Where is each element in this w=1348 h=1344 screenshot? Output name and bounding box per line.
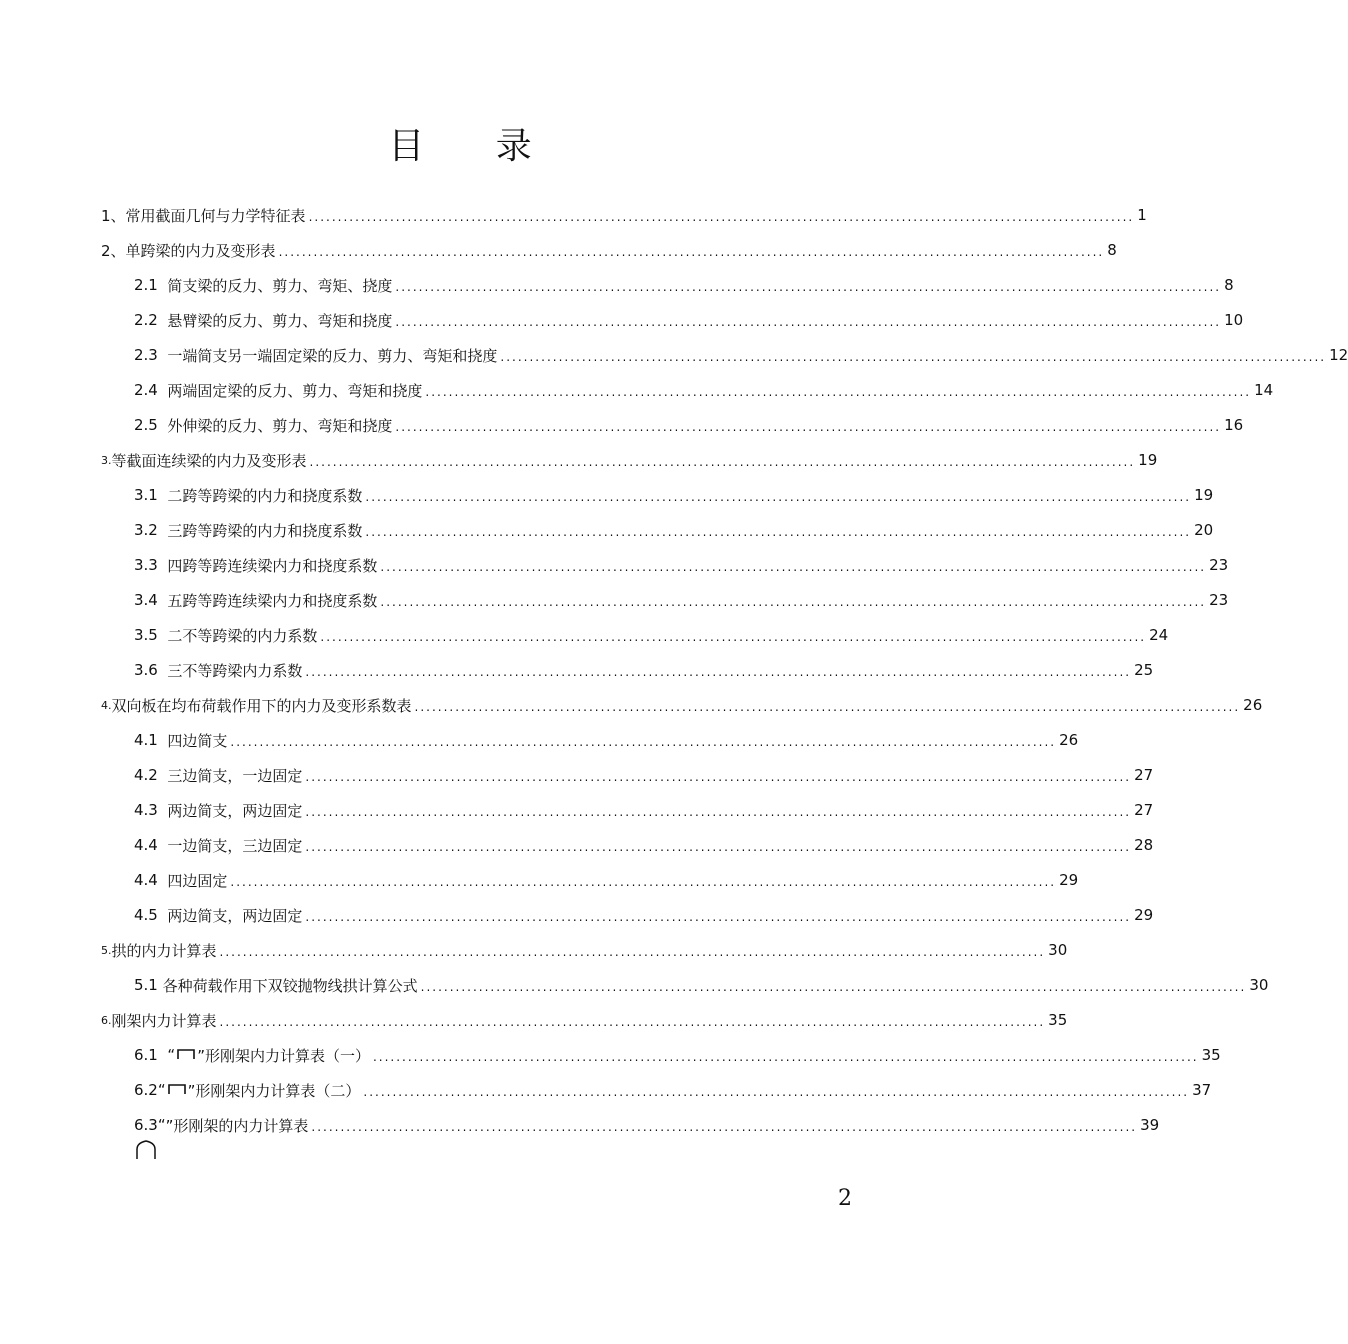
leader-dots: .............................................................................................................................................. xyxy=(365,525,1192,539)
toc-entry-page: 19 xyxy=(1194,486,1214,504)
toc-entry[interactable] xyxy=(134,728,1079,752)
toc-entry[interactable] xyxy=(134,553,1229,577)
toc-entry-title: 两边简支，两边固定 xyxy=(167,801,303,820)
toc-entry[interactable] xyxy=(134,273,1234,297)
toc-entry-title: ”形刚架内力计算表（一） xyxy=(197,1046,370,1065)
toc-entry-title: 单跨梁的内力及变形表 xyxy=(125,241,276,260)
toc-entry-page: 35 xyxy=(1048,1011,1068,1029)
toc-entry-page: 39 xyxy=(1140,1116,1160,1134)
toc-entry[interactable] xyxy=(134,1043,1221,1067)
toc-entry[interactable] xyxy=(134,1113,1160,1137)
toc-entry-number: 4.2 xyxy=(134,766,158,784)
toc-entry-page: 30 xyxy=(1048,941,1068,959)
toc-entry-number: 4.5 xyxy=(134,906,158,924)
toc-entry-page: 29 xyxy=(1059,871,1079,889)
toc-entry-page: 1 xyxy=(1137,206,1147,224)
toc-entry[interactable] xyxy=(134,483,1214,507)
toc-entry-page: 27 xyxy=(1134,801,1154,819)
toc-entry-page: 26 xyxy=(1243,696,1263,714)
toc-entry[interactable] xyxy=(134,973,1269,997)
leader-dots: .............................................................................................................................................. xyxy=(500,350,1327,364)
leader-dots: .............................................................................................................................................. xyxy=(230,735,1057,749)
leader-dots: .............................................................................................................................................. xyxy=(230,875,1057,889)
leader-dots: .............................................................................................................................................. xyxy=(309,455,1136,469)
toc-entry-title: 四跨等跨连续梁内力和挠度系数 xyxy=(167,556,378,575)
leader-dots: .............................................................................................................................................. xyxy=(320,630,1147,644)
toc-entry-title: 三边简支，一边固定 xyxy=(167,766,303,785)
toc-entry-title: 三不等跨梁内力系数 xyxy=(167,661,303,680)
toc-entry[interactable] xyxy=(134,343,1348,367)
toc-entry-title: 一端简支另一端固定梁的反力、剪力、弯矩和挠度 xyxy=(167,346,498,365)
toc-entry-title: 四边固定 xyxy=(167,871,228,890)
toc-entry-page: 27 xyxy=(1134,766,1154,784)
toc-entry[interactable] xyxy=(134,833,1154,857)
toc-entry[interactable] xyxy=(101,238,1117,262)
toc-entry-quote-open: “ xyxy=(167,1046,176,1064)
toc-entry-number: 4.4 xyxy=(134,836,158,854)
toc-entry-page: 25 xyxy=(1134,661,1154,679)
toc-entry-number: 6.2 xyxy=(134,1081,158,1099)
toc-entry-number: 4.4 xyxy=(134,871,158,889)
toc-entry-title: 两端固定梁的反力、剪力、弯矩和挠度 xyxy=(167,381,423,400)
toc-entry-title: 等截面连续梁的内力及变形表 xyxy=(111,451,307,470)
toc-entry-title: 三跨等跨梁的内力和挠度系数 xyxy=(167,521,363,540)
toc-entry-title: 拱的内力计算表 xyxy=(111,941,217,960)
toc-entry[interactable] xyxy=(134,658,1154,682)
toc-entry-title: 外伸梁的反力、剪力、弯矩和挠度 xyxy=(167,416,393,435)
toc-entry-page: 29 xyxy=(1134,906,1154,924)
toc-entry[interactable] xyxy=(101,203,1147,227)
toc-entry-title: ”形刚架的内力计算表 xyxy=(165,1116,309,1135)
toc-entry-page: 24 xyxy=(1149,626,1169,644)
leader-dots: .............................................................................................................................................. xyxy=(305,665,1132,679)
page-number: 2 xyxy=(838,1186,852,1211)
toc-entry-number: 6.1 xyxy=(134,1046,158,1064)
toc-entry[interactable] xyxy=(134,798,1154,822)
leader-dots: .............................................................................................................................................. xyxy=(305,770,1132,784)
toc-entry-number: 3.4 xyxy=(134,591,158,609)
toc-entry-number: 4.1 xyxy=(134,731,158,749)
toc-entry-number: 2.3 xyxy=(134,346,158,364)
toc-entry-number: 3.3 xyxy=(134,556,158,574)
toc-entry-number: 3.5 xyxy=(134,626,158,644)
toc-entry-page: 20 xyxy=(1194,521,1214,539)
toc-entry[interactable] xyxy=(134,1078,1212,1102)
leader-dots: .............................................................................................................................................. xyxy=(395,420,1222,434)
toc-entry-title: 二不等跨梁的内力系数 xyxy=(167,626,318,645)
leader-dots: .............................................................................................................................................. xyxy=(219,1015,1046,1029)
toc-entry-number: 6.3 xyxy=(134,1116,158,1134)
toc-entry-title: 双向板在均布荷载作用下的内力及变形系数表 xyxy=(111,696,412,715)
toc-entry-title: 简支梁的反力、剪力、弯矩、挠度 xyxy=(167,276,393,295)
portal-frame-icon xyxy=(175,1046,197,1064)
toc-entry-title: 各种荷载作用下双铰抛物线拱计算公式 xyxy=(162,976,418,995)
toc-entry-number: 5.1 xyxy=(134,976,158,994)
toc-entry-title: 刚架内力计算表 xyxy=(111,1011,217,1030)
toc-entry-quote-open: “ xyxy=(157,1081,166,1099)
leader-dots: .............................................................................................................................................. xyxy=(420,980,1247,994)
toc-entry[interactable] xyxy=(101,1008,1068,1032)
toc-entry[interactable] xyxy=(134,518,1214,542)
toc-entry-page: 14 xyxy=(1254,381,1274,399)
toc-entry-title: 悬臂梁的反力、剪力、弯矩和挠度 xyxy=(167,311,393,330)
toc-entry-page: 23 xyxy=(1209,556,1229,574)
toc-entry-number: 6. xyxy=(101,1013,112,1027)
gable-frame-icon xyxy=(135,1140,157,1164)
leader-dots: .............................................................................................................................................. xyxy=(395,315,1222,329)
leader-dots: .............................................................................................................................................. xyxy=(395,280,1222,294)
toc-entry-page: 28 xyxy=(1134,836,1154,854)
toc-entry-number: 4. xyxy=(101,698,112,712)
toc-entry-page: 35 xyxy=(1201,1046,1221,1064)
leader-dots: .............................................................................................................................................. xyxy=(380,560,1207,574)
toc-entry-title: 五跨等跨连续梁内力和挠度系数 xyxy=(167,591,378,610)
leader-dots: .............................................................................................................................................. xyxy=(219,945,1046,959)
toc-entry-number: 1、 xyxy=(101,206,126,225)
toc-entry[interactable] xyxy=(134,763,1154,787)
toc-entry-number: 3.6 xyxy=(134,661,158,679)
leader-dots: .............................................................................................................................................. xyxy=(308,210,1135,224)
toc-entry-page: 26 xyxy=(1059,731,1079,749)
toc-entry[interactable] xyxy=(134,903,1154,927)
toc-entry-page: 12 xyxy=(1329,346,1348,364)
toc-entry-page: 8 xyxy=(1107,241,1117,259)
toc-entry[interactable] xyxy=(134,378,1274,402)
leader-dots: .............................................................................................................................................. xyxy=(425,385,1252,399)
toc-entry-page: 23 xyxy=(1209,591,1229,609)
toc-entry-page: 37 xyxy=(1192,1081,1212,1099)
leader-dots: .............................................................................................................................................. xyxy=(278,245,1105,259)
toc-entry-page: 19 xyxy=(1138,451,1158,469)
toc-entry[interactable] xyxy=(134,588,1229,612)
toc-entry-number: 3.2 xyxy=(134,521,158,539)
leader-dots: .............................................................................................................................................. xyxy=(305,840,1132,854)
portal-frame-icon xyxy=(166,1081,188,1099)
toc-entry-title: 一边简支，三边固定 xyxy=(167,836,303,855)
toc-entry-page: 8 xyxy=(1224,276,1234,294)
toc-entry-number: 5. xyxy=(101,943,112,957)
toc-entry-number: 2.2 xyxy=(134,311,158,329)
leader-dots: .............................................................................................................................................. xyxy=(305,910,1132,924)
leader-dots: .............................................................................................................................................. xyxy=(372,1050,1199,1064)
toc-entry-title: 二跨等跨梁的内力和挠度系数 xyxy=(167,486,363,505)
toc-entry-number: 4.3 xyxy=(134,801,158,819)
toc-entry-page: 30 xyxy=(1249,976,1269,994)
leader-dots: .............................................................................................................................................. xyxy=(363,1085,1190,1099)
toc-entry-page: 10 xyxy=(1224,311,1244,329)
toc-entry[interactable] xyxy=(101,448,1158,472)
toc-entry-number: 3.1 xyxy=(134,486,158,504)
leader-dots: .............................................................................................................................................. xyxy=(414,700,1241,714)
toc-entry-number: 2.1 xyxy=(134,276,158,294)
toc-entry-quote-open: “ xyxy=(157,1116,166,1134)
toc-entry[interactable] xyxy=(134,868,1079,892)
toc-entry[interactable] xyxy=(134,623,1169,647)
leader-dots: .............................................................................................................................................. xyxy=(380,595,1207,609)
toc-entry-title: ”形刚架内力计算表（二） xyxy=(187,1081,361,1100)
toc-entry[interactable] xyxy=(134,308,1244,332)
page-title: 目 录 xyxy=(388,126,562,167)
toc-entry-title: 两边简支，两边固定 xyxy=(167,906,303,925)
toc-entry-title: 常用截面几何与力学特征表 xyxy=(125,206,306,225)
toc-entry[interactable] xyxy=(101,693,1263,717)
toc-entry-number: 2.5 xyxy=(134,416,158,434)
toc-entry-number: 2.4 xyxy=(134,381,158,399)
leader-dots: .............................................................................................................................................. xyxy=(365,490,1192,504)
toc-entry[interactable] xyxy=(101,938,1068,962)
toc-entry-number: 2、 xyxy=(101,241,126,260)
toc-entry-number: 3. xyxy=(101,453,112,467)
toc-entry-title: 四边简支 xyxy=(167,731,228,750)
leader-dots: .............................................................................................................................................. xyxy=(305,805,1132,819)
leader-dots: .............................................................................................................................................. xyxy=(311,1120,1138,1134)
toc-entry-page: 16 xyxy=(1224,416,1244,434)
toc-entry[interactable] xyxy=(134,413,1244,437)
